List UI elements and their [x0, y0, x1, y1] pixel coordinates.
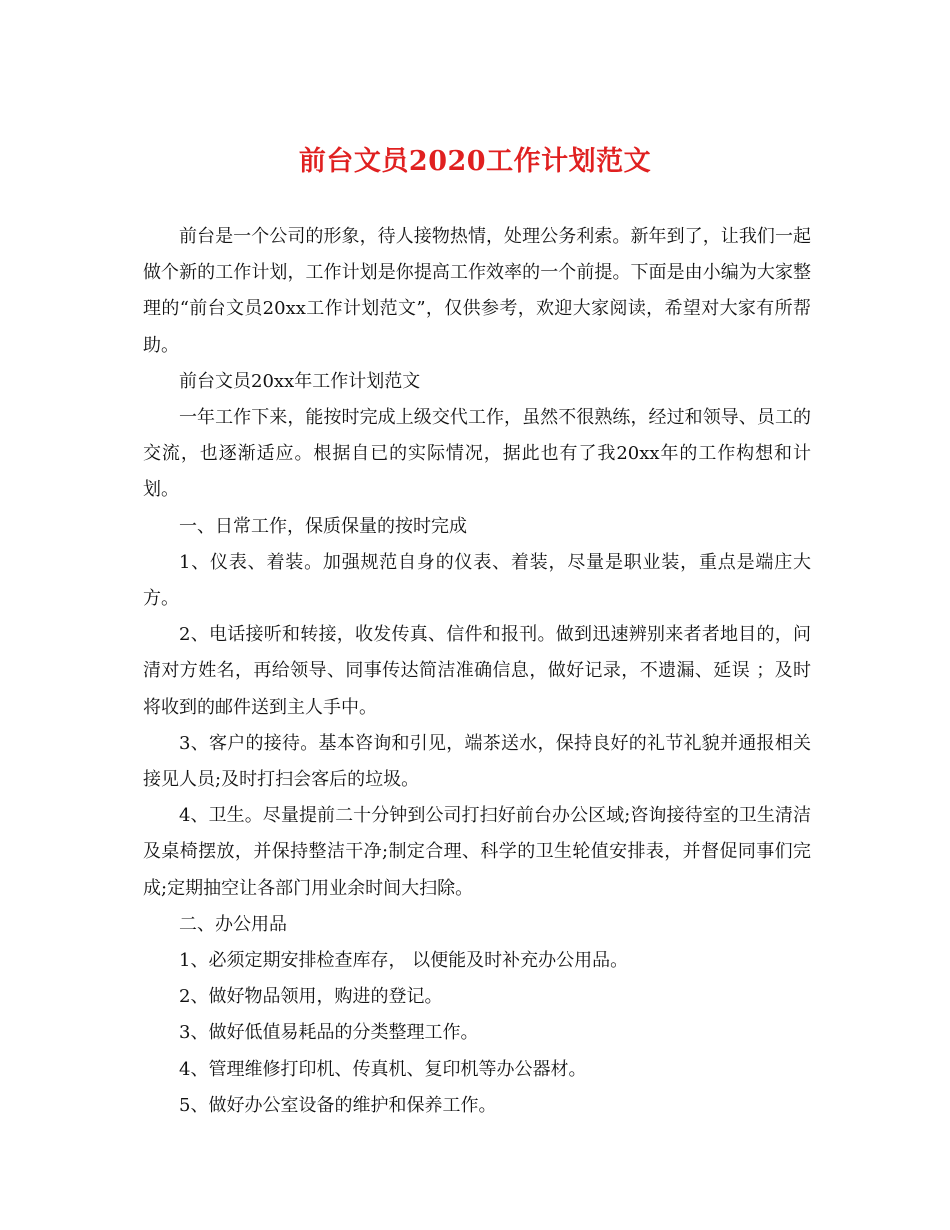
list-item-registration: 2、做好物品领用，购进的登记。: [179, 986, 443, 1008]
list-item-appearance: 1、仪表、着装。加强规范自身的仪表、着装，尽量是职业装，重点是端庄大方。: [143, 551, 811, 610]
section-heading-office-supplies: 二、办公用品: [179, 913, 287, 935]
list-item-inventory: 1、必须定期安排检查库存， 以便能及时补充办公用品。: [179, 950, 629, 972]
list-item-reception: 3、客户的接待。基本咨询和引见，端茶送水，保持良好的礼节礼貌并通报相关接见人员;及时打扫会客后的垃圾。: [143, 732, 811, 791]
section-heading-daily-work: 一、日常工作，保质保量的按时完成: [179, 515, 467, 537]
document-body: [143, 219, 811, 1124]
paragraph-summary: 一年工作下来，能按时完成上级交代工作，虽然不很熟练，经过和领导、员工的交流，也逐渐适应。根据自已的实际情况，据此也有了我20xx年的工作构想和计划。: [143, 407, 811, 501]
list-item-hygiene: 4、卫生。尽量提前二十分钟到公司打扫好前台办公区域;咨询接待室的卫生清洁及桌椅摆放，并保持整洁干净;制定合理、科学的卫生轮值安排表，并督促同事们完成;定期抽空让各部门用业余时间大扫除。: [143, 805, 811, 899]
document-title: 前台文员2020工作计划范文: [298, 146, 652, 177]
paragraph-subtitle: 前台文员20xx年工作计划范文: [179, 370, 421, 392]
paragraph-intro: 前台是一个公司的形象，待人接物热情，处理公务利索。新年到了，让我们一起做个新的工作计划，工作计划是你提高工作效率的一个前提。下面是由小编为大家整理的“前台文员20xx工作计划范文”，仅供参考，欢迎大家阅读，希望对大家有所帮助。: [143, 226, 811, 356]
list-item-phone: 2、电话接听和转接，收发传真、信件和报刊。做到迅速辨别来者者地目的，问清对方姓名，再给领导、同事传达简洁准确信息，做好记录，不遗漏、延误 ；及时将收到的邮件送到主人手中。: [143, 624, 811, 718]
list-item-consumables: 3、做好低值易耗品的分类整理工作。: [179, 1022, 479, 1044]
list-item-maintenance: 5、做好办公室设备的维护和保养工作。: [179, 1094, 497, 1116]
list-item-equipment-repair: 4、管理维修打印机、传真机、复印机等办公器材。: [179, 1058, 587, 1080]
